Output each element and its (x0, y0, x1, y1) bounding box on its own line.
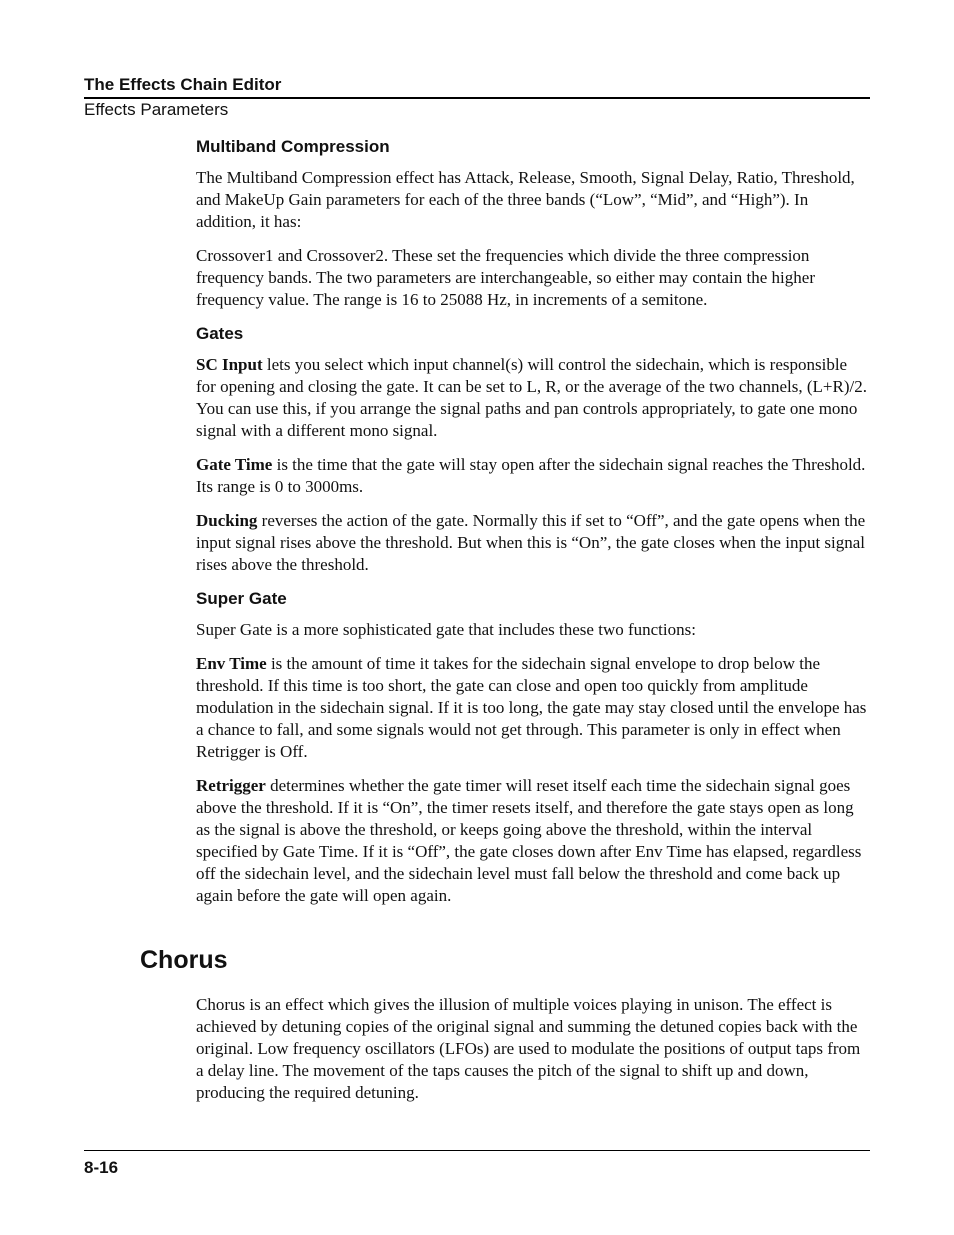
sc-input-term: SC Input (196, 355, 263, 374)
retrigger-text: determines whether the gate timer will reset itself each time the sidechain signal goes above the threshold. If it is “On”, the timer resets itself, and therefore the gate stays open as long as the signal is above the threshold, or keeps going above the threshold, within the interval specified by Gate Time. If it is “Off”, the gate closes down after Env Time has elapsed, regardless off the sidechain level, and the sidechain level must fall below the threshold and come back up again before the gate will open again. (196, 776, 862, 905)
page-number: 8-16 (84, 1158, 119, 1177)
footer-rule (84, 1150, 870, 1151)
multiband-compression-heading: Multiband Compression (196, 137, 390, 156)
ducking-text: reverses the action of the gate. Normally this if set to “Off”, and the gate opens when the input signal rises above the threshold. But when this is “On”, the gate closes when the input signal rises above the threshold. (196, 511, 866, 574)
retrigger-paragraph (196, 775, 871, 907)
chorus-paragraph: Chorus is an effect which gives the illusion of multiple voices playing in unison. The effect is achieved by detuning copies of the original signal and summing the detuned copies back with the original. Low frequency oscillators (LFOs) are used to modulate the positions of output taps from a delay line. The movement of the taps causes the pitch of the signal to shift up and down, producing the required detuning. (196, 995, 861, 1102)
multiband-paragraph-2: Crossover1 and Crossover2. These set the frequencies which divide the three compression frequency bands. The two parameters are interchangeable, so either may contain the higher frequency value. The range is 16 to 25088 Hz, in increments of a semitone. (196, 246, 815, 309)
env-time-paragraph (196, 653, 871, 763)
env-time-term: Env Time (196, 654, 267, 673)
gate-time-text: is the time that the gate will stay open after the sidechain signal reaches the Threshold. Its range is 0 to 3000ms. (196, 455, 866, 496)
super-gate-intro: Super Gate is a more sophisticated gate that includes these two functions: (196, 620, 696, 639)
retrigger-term: Retrigger (196, 776, 266, 795)
main-content (196, 136, 871, 919)
sc-input-paragraph (196, 354, 871, 442)
env-time-text: is the amount of time it takes for the sidechain signal envelope to drop below the threshold. If this time is too short, the gate can close and open too quickly from amplitude modulation in the sidechain signal. If it is too long, the gate may stay closed until the envelope has a chance to fall, and some signals would not get through. This parameter is only in effect when Retrigger is Off. (196, 654, 867, 761)
gate-time-paragraph (196, 454, 871, 498)
chorus-content (196, 994, 871, 1116)
multiband-paragraph-1: The Multiband Compression effect has Attack, Release, Smooth, Signal Delay, Ratio, Threshold, and MakeUp Gain parameters for each of the three bands (“Low”, “Mid”, and “High”). In addition, it has: (196, 168, 855, 231)
gate-time-term: Gate Time (196, 455, 273, 474)
running-header-title: The Effects Chain Editor (84, 75, 282, 94)
super-gate-heading: Super Gate (196, 589, 287, 608)
header-rule (84, 97, 870, 99)
chorus-heading: Chorus (140, 946, 228, 974)
gates-heading: Gates (196, 324, 244, 343)
sc-input-text: lets you select which input channel(s) will control the sidechain, which is responsible for opening and closing the gate. It can be set to L, R, or the average of the two channels, (L+R)/2. You can use this, if you arrange the signal paths and pan controls appropriately, to gate one mono signal with a different mono signal. (196, 355, 867, 440)
running-header-subtitle: Effects Parameters (84, 100, 229, 119)
ducking-term: Ducking (196, 511, 258, 530)
ducking-paragraph (196, 510, 871, 576)
